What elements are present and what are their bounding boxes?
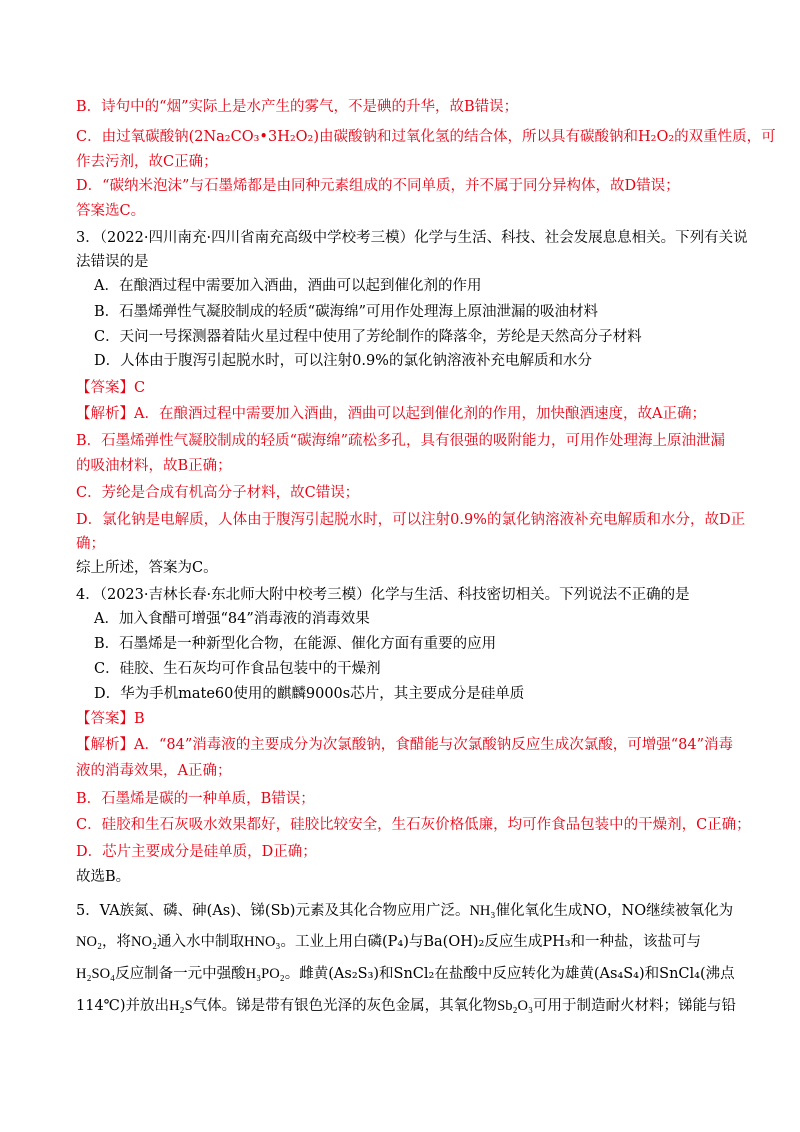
formula-no2: NO₂ [131, 934, 157, 950]
formula-h2so4: H₂SO₄ [76, 966, 116, 982]
formula-h2s: H₂S [169, 998, 193, 1014]
answer-summary: 答案选C。 [76, 203, 146, 219]
q4-conclusion: 故选B。 [76, 869, 131, 885]
q4-answer: 【答案】B [76, 711, 145, 727]
formula-sb2o3: Sb₂O₃ [497, 998, 534, 1014]
q5-text: 通入水中制取 [157, 934, 244, 950]
q3-explanation-5: D．氯化钠是电解质，人体由于腹泻引起脱水时，可以注射0.9%的氯化钠溶液补充电解质和水分，故D正 [76, 512, 746, 528]
q5-text: 气体。锑是带有银色光泽的灰色金属，其氧化物 [192, 998, 498, 1014]
q3-explanation-6: 确； [76, 536, 105, 552]
q3-option-b: B．石墨烯弹性气凝胶制成的轻质“碳海绵”可用作处理海上原油泄漏的吸油材料 [94, 304, 598, 320]
q3-stem-line1: 3．（2022·四川南充·四川省南充高级中学校考三模）化学与生活、科技、社会发展息息相关。下列有关说 [76, 230, 748, 246]
q3-answer: 【答案】C [76, 380, 146, 396]
q3-option-a: A．在酿酒过程中需要加入酒曲，酒曲可以起到催化剂的作用 [94, 278, 482, 294]
q4-explanation-4: C．硅胶和生石灰吸水效果都好，硅胶比较安全，生石灰价格低廉，均可作食品包装中的干燥剂，C正确； [76, 817, 751, 833]
q5-line2 [76, 932, 726, 952]
q5-text: 5．VA族氮、磷、砷(As)、锑(Sb)元素及其化合物应用广泛。 [76, 903, 470, 919]
q3-explanation-4: C．芳纶是合成有机高分子材料，故C错误； [76, 485, 360, 501]
explanation-c-line2: 作去污剂，故C正确； [76, 154, 218, 170]
formula-no2: NO₂ [76, 934, 102, 950]
explanation-c-line1: C．由过氧碳酸钠(2Na₂CO₃•3H₂O₂)由碳酸钠和过氧化氢的结合体，所以具有碳酸钠和H₂O₂的双重性质，可 [76, 129, 776, 145]
q4-explanation-2: 液的消毒效果，A正确； [76, 763, 232, 779]
q4-option-b: B．石墨烯是一种新型化合物，在能源、催化方面有重要的应用 [94, 636, 497, 652]
q3-option-c: C．天问一号探测器着陆火星过程中使用了芳纶制作的降落伞，芳纶是天然高分子材料 [94, 329, 642, 345]
formula-hno3: HNO₃ [244, 934, 281, 950]
q5-text: 可用于制造耐火材料；锑能与铅 [533, 998, 737, 1014]
q5-line3 [76, 964, 735, 984]
q5-text: 。雌黄(As₂S₃)和SnCl₂在盐酸中反应转化为雄黄(As₄S₄)和SnCl₄(沸点 [284, 966, 735, 982]
q4-option-c: C．硅胶、生石灰均可作食品包装中的干燥剂 [94, 661, 381, 677]
q5-line1 [76, 901, 734, 921]
q4-explanation-5: D．芯片主要成分是硅单质，D正确； [76, 844, 317, 860]
explanation-b: B．诗句中的“烟”实际上是水产生的雾气，不是碘的升华，故B错误； [76, 99, 519, 115]
q5-line4 [76, 996, 737, 1016]
formula-nh3: NH₃ [469, 903, 496, 919]
q3-stem-line2: 法错误的是 [76, 254, 149, 270]
q3-explanation-2: B．石墨烯弹性气凝胶制成的轻质“碳海绵”疏松多孔，具有很强的吸附能力，可用作处理海上原油泄漏 [76, 433, 725, 449]
q3-option-d: D．人体由于腹泻引起脱水时，可以注射0.9%的氯化钠溶液补充电解质和水分 [94, 353, 592, 369]
q3-explanation-1: 【解析】A．在酿酒过程中需要加入酒曲，酒曲可以起到催化剂的作用，加快酿酒速度，故A正确； [76, 406, 706, 422]
q5-text: 114℃)并放出 [76, 998, 170, 1014]
q5-text: 催化氧化生成NO，NO继续被氧化为 [495, 903, 734, 919]
q5-text: ，将 [102, 934, 131, 950]
q4-explanation-1: 【解析】A．“84”消毒液的主要成分为次氯酸钠，食醋能与次氯酸钠反应生成次氯酸，可增强“84”消毒 [76, 737, 734, 753]
q4-stem: 4．（2023·吉林长春·东北师大附中校考三模）化学与生活、科技密切相关。下列说法不正确的是 [76, 587, 690, 603]
q4-option-a: A．加入食醋可增强“84”消毒液的消毒效果 [94, 611, 370, 627]
q4-option-d: D．华为手机mate60使用的麒麟9000s芯片，其主要成分是硅单质 [94, 686, 525, 702]
q3-explanation-3: 的吸油材料，故B正确； [76, 458, 232, 474]
q3-conclusion: 综上所述，答案为C。 [76, 560, 218, 576]
q5-text: 反应制备一元中强酸 [115, 966, 246, 982]
explanation-d: D．“碳纳米泡沫”与石墨烯都是由同种元素组成的不同单质，并不属于同分异构体，故D错误； [76, 178, 680, 194]
q4-explanation-3: B．石墨烯是碳的一种单质，B错误； [76, 791, 315, 807]
formula-h3po2: H₃PO₂ [245, 966, 285, 982]
q5-text: 。工业上用白磷(P₄)与Ba(OH)₂反应生成PH₃和一种盐，该盐可与 [280, 934, 702, 950]
